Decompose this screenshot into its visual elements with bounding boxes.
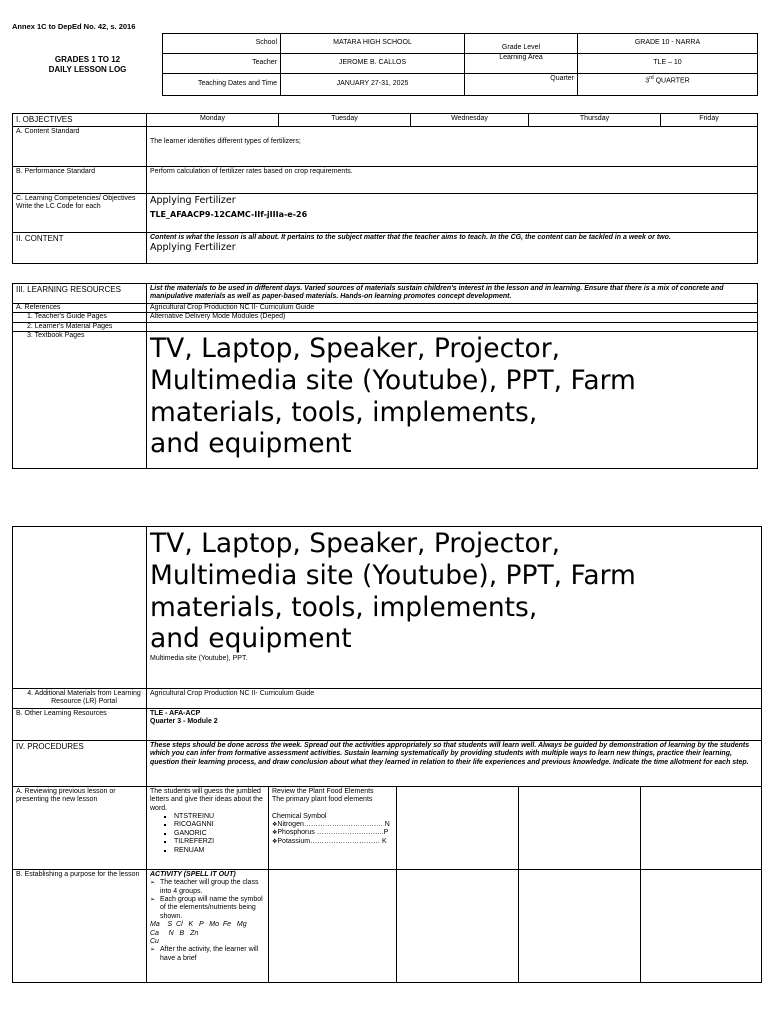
performance-standard-label: B. Performance Standard	[13, 166, 147, 193]
materials-line-4: and equipment	[150, 428, 352, 460]
other-resources-value	[147, 708, 762, 740]
purpose-label: B. Establishing a purpose for the lesson	[13, 869, 147, 982]
materials-repeat-line-1: TV, Laptop, Speaker, Projector,	[150, 528, 561, 559]
teacher-guide-value: Alternative Delivery Mode Modules (Deped)	[147, 313, 758, 322]
content-text: Applying Fertilizer	[150, 241, 236, 253]
quarter-label: Quarter	[465, 74, 578, 96]
symbols-line-3: Cu	[150, 937, 159, 945]
other-resources-label: B. Other Learning Resources	[13, 708, 147, 740]
resources-title: III. LEARNING RESOURCES	[13, 284, 147, 304]
competencies-label: C. Learning Competencies/ Objectives Write the LC Code for each	[13, 193, 147, 232]
resources-note: List the materials to be used in different days. Varied sources of materials sustain children's interest in the lesson and in learning. Ensure that there is a mix of concrete and manipulative materials as well as paper-based materials. Hands-on learning promotes concept development.	[147, 284, 758, 304]
teacher-guide-label: 1. Teacher's Guide Pages	[13, 313, 147, 322]
additional-materials-value: Agricultural Crop Production NC II- Curriculum Guide	[147, 689, 762, 709]
competencies-value	[147, 193, 758, 232]
chem-potassium-text: Potassium………………………… K	[277, 837, 387, 845]
procedures-note: These steps should be done across the week. Spread out the activities appropriately so that students will learn well. Always be guided by demonstration of learning by the students which you can infer from formative assessment activities. Sustain learning systematically by providing students with multiple ways to learn new things, practice their learning, question their learning process, and draw conclusion about what they learned in relation to their life experiences and previous knowledge. Indicate the time allotment for each step.	[147, 740, 762, 786]
materials-line-1: TV, Laptop, Speaker, Projector,	[150, 332, 561, 364]
day-thursday: Thursday	[529, 114, 661, 127]
header-table	[12, 33, 758, 96]
grade-value: GRADE 10 - NARRA	[578, 34, 758, 54]
jumbled-word: ▪ GANORIC	[174, 830, 265, 838]
symbols-line-2: Ca N B Zn	[150, 929, 199, 937]
activity-step-1: ➢ The teacher will group the class into 4 groups.	[160, 879, 265, 896]
additional-materials-label: 4. Additional Materials from Learning Resource (LR) Portal	[13, 689, 147, 709]
reviewing-label: A. Reviewing previous lesson or presenting the new lesson	[13, 786, 147, 869]
objectives-title: I. OBJECTIVES	[13, 114, 147, 127]
other-resources-line-1: TLE - AFA-ACP	[150, 709, 201, 717]
activity-title: ACTIVITY (SPELL IT OUT)	[150, 870, 236, 878]
competency-text: Applying Fertilizer	[150, 194, 236, 206]
reviewing-thursday	[519, 786, 641, 869]
purpose-friday	[641, 869, 762, 982]
purpose-thursday	[519, 869, 641, 982]
reviewing-intro: The students will guess the jumbled letters and give their ideas about the word.	[150, 787, 263, 812]
activity-steps-continued	[150, 946, 265, 963]
area-value: TLE – 10	[578, 54, 758, 74]
purpose-tuesday	[269, 869, 397, 982]
materials-continued	[147, 527, 762, 689]
chem-potassium	[272, 838, 393, 846]
school-label: School	[163, 34, 281, 54]
materials-line-2: Multimedia site (Youtube), PPT, Farm	[150, 364, 636, 396]
materials-small-note: Multimedia site (Youtube), PPT.	[150, 655, 248, 663]
materials-continued-label	[13, 527, 147, 689]
area-label: Learning Area	[465, 54, 578, 74]
materials-list	[147, 331, 758, 468]
textbook-label: 3. Textbook Pages	[13, 331, 147, 468]
materials-repeat-line-2: Multimedia site (Youtube), PPT, Farm	[150, 559, 636, 591]
objectives-table	[12, 113, 758, 264]
materials-repeat-line-4: and equipment	[150, 623, 352, 655]
procedures-title: IV. PROCEDURES	[13, 740, 147, 786]
purpose-wednesday	[397, 869, 519, 982]
references-value: Agricultural Crop Production NC II- Curriculum Guide	[147, 303, 758, 312]
jumbled-word-list	[150, 813, 265, 855]
teacher-label: Teacher	[163, 54, 281, 74]
activity-step-3: ➢ After the activity, the learner will have a brief	[160, 946, 265, 963]
procedures-table	[12, 526, 762, 983]
day-friday: Friday	[661, 114, 758, 127]
learner-material-value	[147, 322, 758, 331]
materials-line-3: materials, tools, implements,	[150, 396, 538, 428]
day-monday: Monday	[147, 114, 279, 127]
activity-step-2: ➢ Each group will name the symbol of the elements/nutrients being shown.	[160, 896, 265, 921]
materials-repeat-line-3: materials, tools, implements,	[150, 591, 538, 623]
jumbled-word: ▪ RENUAM	[174, 847, 265, 855]
activity-steps	[150, 879, 265, 921]
content-standard-value: The learner identifies different types of fertilizers;	[147, 126, 758, 166]
reviewing-monday	[147, 786, 269, 869]
chem-nitrogen-text: Nitrogen……………………………. N	[277, 820, 390, 828]
reviewing-tuesday	[269, 786, 397, 869]
content-title: II. CONTENT	[13, 232, 147, 263]
references-label: A. References	[13, 303, 147, 312]
log-title	[13, 34, 163, 96]
day-wednesday: Wednesday	[411, 114, 529, 127]
log-title-line2: DAILY LESSON LOG	[48, 64, 127, 74]
chem-heading: Chemical Symbol	[272, 812, 327, 820]
jumbled-word: ▪ RICOAGNNI	[174, 821, 265, 829]
dates-value: JANUARY 27-31, 2025	[281, 74, 465, 96]
resources-table	[12, 283, 758, 469]
purpose-monday	[147, 869, 269, 982]
review-title-1: Review the Plant Food Elements	[272, 787, 374, 795]
jumbled-word: ▪ NTSTREINU	[174, 813, 265, 821]
jumbled-word: ▪ TILREFERZI	[174, 838, 265, 846]
grade-label: Grade Level	[465, 34, 578, 54]
lc-code: TLE_AFAACP9-12CAMC-IIf-jIIIa-e-26	[150, 209, 308, 219]
content-value	[147, 232, 758, 263]
review-title-2: The primary plant food elements	[272, 796, 373, 804]
reviewing-wednesday	[397, 786, 519, 869]
performance-standard-value: Perform calculation of fertilizer rates based on crop requirements.	[147, 166, 758, 193]
quarter-word: QUARTER	[655, 77, 690, 85]
annex-reference: Annex 1C to DepEd No. 42, s. 2016	[12, 22, 136, 31]
other-resources-line-2: Quarter 3 - Module 2	[150, 718, 218, 726]
reviewing-friday	[641, 786, 762, 869]
content-note: Content is what the lesson is all about. It pertains to the subject matter that the teacher aims to teach. In the CG, the content can be tackled in a week or two.	[150, 233, 671, 241]
learner-material-label: 2. Learner's Material Pages	[13, 322, 147, 331]
content-standard-label: A. Content Standard	[13, 126, 147, 166]
quarter-suffix: rd	[649, 75, 654, 81]
day-tuesday: Tuesday	[279, 114, 411, 127]
school-value: MATARA HIGH SCHOOL	[281, 34, 465, 54]
chem-nitrogen	[272, 821, 393, 829]
quarter-value	[578, 74, 758, 96]
teacher-value: JEROME B. CALLOS	[281, 54, 465, 74]
log-title-line1: GRADES 1 TO 12	[54, 54, 121, 64]
chem-phosphorus-text: Phosphorus ………………………..P	[277, 829, 389, 837]
quarter-number: 3	[645, 77, 650, 85]
symbols-line-1: Ma S Cl K P Mo Fe Mg	[150, 921, 247, 929]
dates-label: Teaching Dates and Time	[163, 74, 281, 96]
chem-phosphorus	[272, 829, 393, 837]
